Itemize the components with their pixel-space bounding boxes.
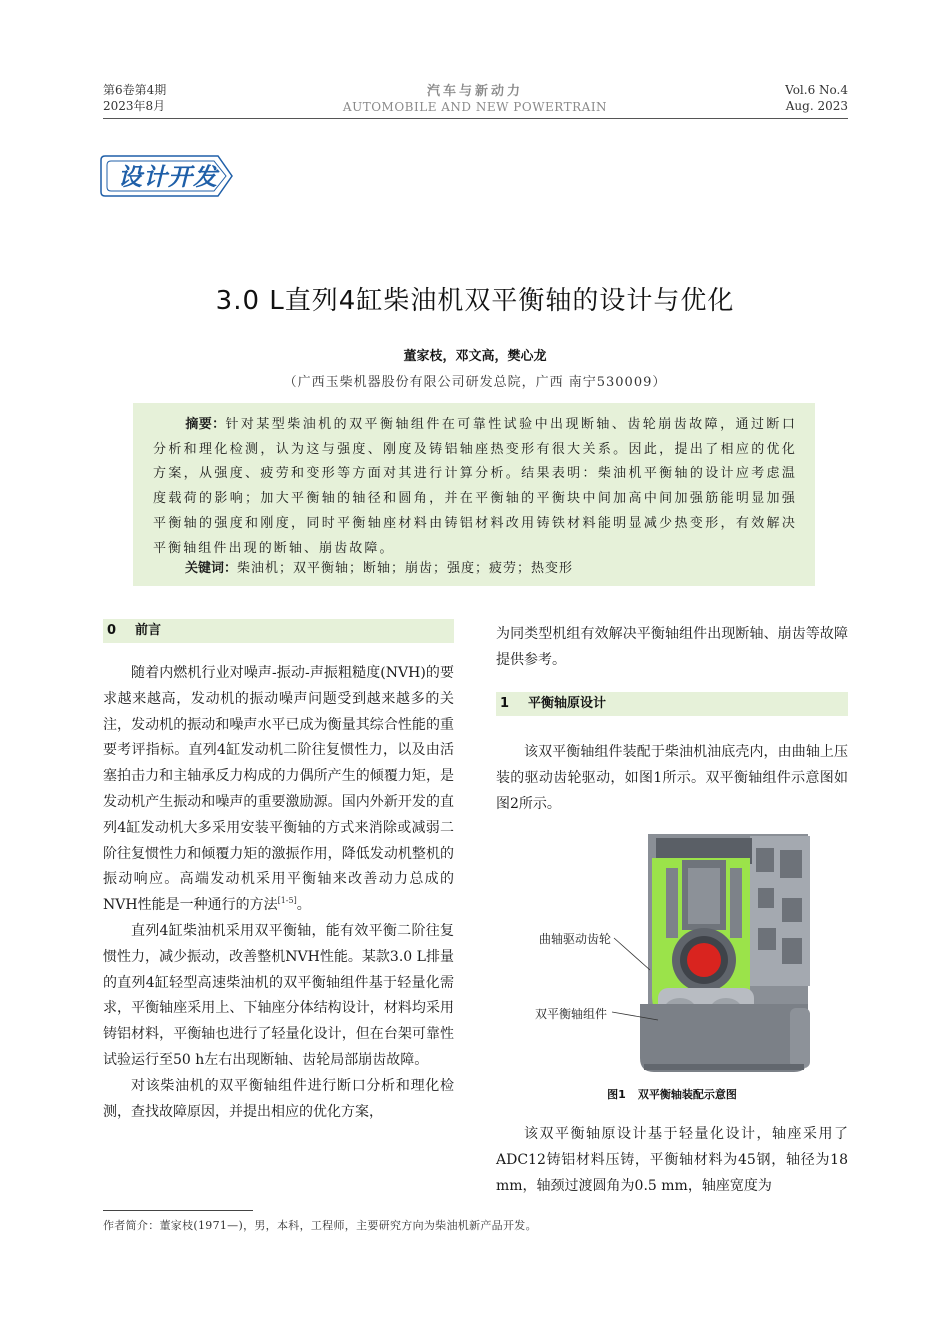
section-heading-0 <box>103 619 454 643</box>
author-footnote: 作者简介：董家枝(1971—)，男，本科，工程师，主要研究方向为柴油机新产品开发。 <box>103 1219 537 1232</box>
abstract-label: 摘要： <box>185 417 226 432</box>
issue-info-en <box>785 82 848 114</box>
header-divider <box>103 118 848 119</box>
keywords <box>185 559 573 579</box>
callout-balance-assembly: 双平衡轴组件 <box>535 1007 608 1021</box>
intro-paragraph-1 <box>103 661 454 919</box>
journal-title-en: AUTOMOBILE AND NEW POWERTRAIN <box>342 100 608 114</box>
section-tag <box>100 155 235 197</box>
intro-p1-text: 随着内燃机行业对噪声-振动-声振粗糙度(NVH)的要求越来越高，发动机的振动噪声问题受到越来越多的关注，发动机的振动和噪声水平已成为衡量其综合性能的重要考评指标。直列4缸发动机二阶往复惯性力，以及由活塞拍击力和主轴承反力构成的力偶所产生的倾覆力矩，是发动机产生振动和噪声的重要激励源。国内外新开发的直列4缸发动机大多采用安装平衡轴的方式来消除或减弱二阶往复惯性力和倾覆力矩的激振作用，降低发动机整机的振动响应。高端发动机采用平衡轴来改善动力总成的NVH性能是一种通行的方法 <box>103 665 454 914</box>
left-column <box>103 661 454 1125</box>
section-heading-1 <box>496 692 848 716</box>
intro-paragraph-3-continued <box>496 622 848 674</box>
figure-number: 图1 <box>607 1088 626 1101</box>
section1-p1-text: 该双平衡轴组件装配于柴油机油底壳内，由曲轴上压装的驱动齿轮驱动，如图1所示。双平衡轴组件示意图如图2所示。 <box>496 744 848 812</box>
affiliation: （广西玉柴机器股份有限公司研发总院，广西 南宁530009） <box>283 375 667 390</box>
section-number: 1 <box>500 696 510 711</box>
abstract-text: 针对某型柴油机的双平衡轴组件在可靠性试验中出现断轴、齿轮崩齿故障，通过断口分析和理化检测，认为这与强度、刚度及铸铝轴座热变形有很大关系。因此，提出了相应的优化方案，从强度、疲劳和变形等方面对其进行计算分析。结果表明：柴油机平衡轴的设计应考虑温度载荷的影响；加大平衡轴的轴径和圆角，并在平衡轴的平衡块中间加高中间加强筋能明显加强平衡轴的强度和刚度，同时平衡轴座材料由铸铝材料改用铸铁材料能明显减少热变形，有效解决平衡轴组件出现的断轴、崩齿故障。 <box>153 417 797 556</box>
authors: 董家枝，邓文高，樊心龙 <box>403 349 547 364</box>
citation: [1-5] <box>277 896 297 906</box>
section-title: 平衡轴原设计 <box>528 696 607 711</box>
section1-p2-text: 该双平衡轴原设计基于轻量化设计，轴座采用了ADC12铸铝材料压铸，平衡轴材料为45钢，轴径为18 mm，轴颈过渡圆角为0.5 mm，轴座宽度为 <box>496 1126 848 1194</box>
footnote-divider <box>103 1210 253 1211</box>
date-cn: 2023年8月 <box>103 99 166 113</box>
section1-paragraph-1 <box>496 740 848 817</box>
abstract-box <box>133 403 815 586</box>
figure-1-caption <box>496 1086 848 1102</box>
section-number: 0 <box>107 623 117 638</box>
section1-paragraph-2 <box>496 1122 848 1199</box>
intro-paragraph-2: 直列4缸柴油机采用双平衡轴，能有效平衡二阶往复惯性力，减少振动，改善整机NVH性能。某款3.0 L排量的直列4缸轻型高速柴油机的双平衡轴组件基于轻量化需求，平衡轴座采用上、下轴座分体结构设计，材料均采用铸铝材料，平衡轴也进行了轻量化设计，但在台架可靠性试验运行至50 h左右出现断轴、齿轮局部崩齿故障。 <box>103 922 454 1068</box>
figure-1 <box>496 828 848 1083</box>
keywords-label: 关键词： <box>185 561 238 576</box>
figure-caption-text: 双平衡轴装配示意图 <box>637 1088 737 1101</box>
keywords-text: 柴油机；双平衡轴；断轴；崩齿；强度；疲劳；热变形 <box>237 561 574 576</box>
journal-title-cn: 汽车与新动力 <box>426 84 523 99</box>
section-tag-label: 设计开发 <box>118 163 218 191</box>
abstract <box>153 413 797 561</box>
date-en: Aug. 2023 <box>785 99 848 113</box>
section-title: 前言 <box>135 623 162 638</box>
paper-title: 3.0 L直列4缸柴油机双平衡轴的设计与优化 <box>215 286 735 316</box>
intro-paragraph-3: 对该柴油机的双平衡轴组件进行断口分析和理化检测，查找故障原因，并提出相应的优化方案， <box>103 1077 454 1120</box>
intro-p1-end: 。 <box>296 897 311 914</box>
callout-leader-lines <box>496 828 848 1083</box>
callout-crank-gear: 曲轴驱动齿轮 <box>539 932 612 946</box>
volume-cn: 第6卷第4期 <box>103 83 167 97</box>
volume-en: Vol.6 No.4 <box>785 83 848 97</box>
intro-p3-cont-text: 为同类型机组有效解决平衡轴组件出现断轴、崩齿等故障提供参考。 <box>496 626 848 668</box>
